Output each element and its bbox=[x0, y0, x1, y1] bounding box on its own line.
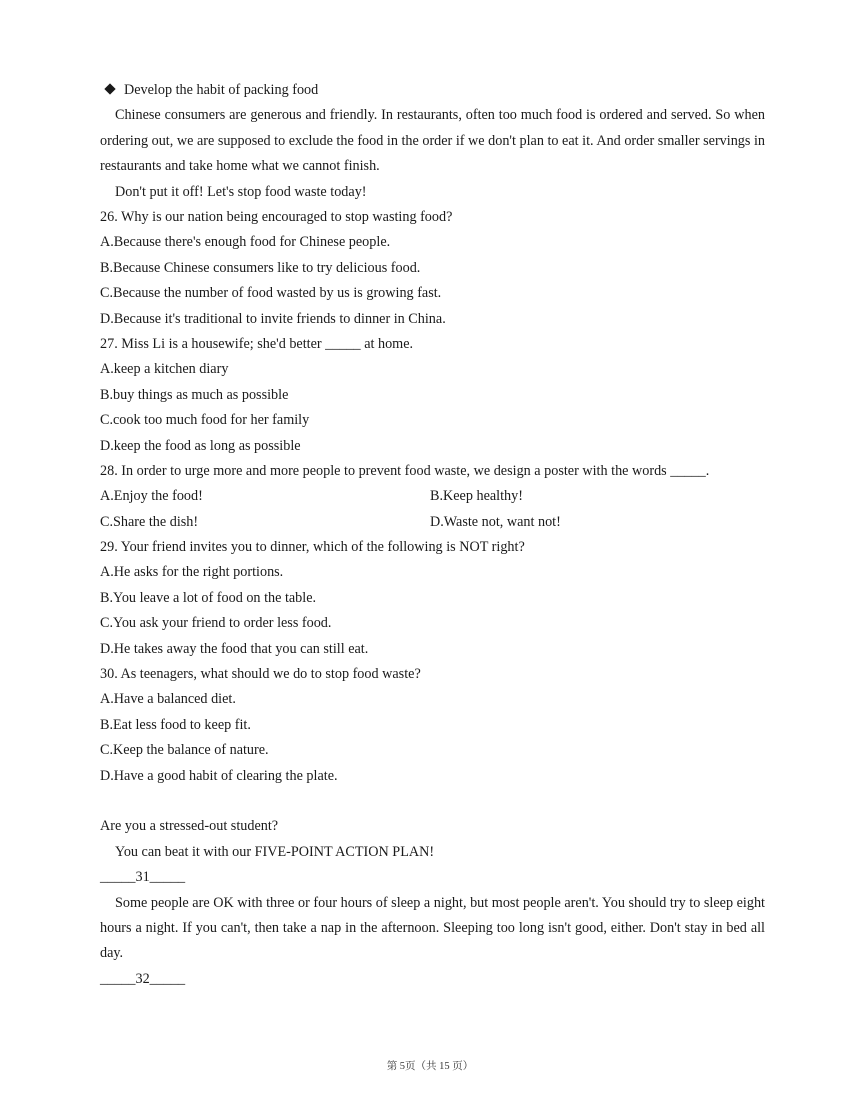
question-29-option-c: C.You ask your friend to order less food. bbox=[100, 615, 332, 632]
document-page bbox=[100, 78, 765, 992]
question-27-option-c: C.cook too much food for her family bbox=[100, 412, 310, 429]
question-26-option-a: A.Because there's enough food for Chinese people. bbox=[100, 234, 391, 251]
question-29-option-d: D.He takes away the food that you can still eat. bbox=[100, 640, 369, 657]
question-26-stem: 26. Why is our nation being encouraged to stop wasting food? bbox=[100, 209, 453, 225]
question-28-option-a: A.Enjoy the food! bbox=[100, 488, 203, 505]
question-28-options-row-1 bbox=[100, 484, 765, 509]
section-heading-text: Develop the habit of packing food bbox=[124, 82, 319, 98]
question-30-option-d: D.Have a good habit of clearing the plate. bbox=[100, 767, 338, 784]
paragraph-sleep: Some people are OK with three or four hours of sleep a night, but most people aren't. You should try to sleep eight hours a night. If you can't, then take a nap in the afternoon. Sleeping too long isn't good, either. Don't stay in bed all day. bbox=[100, 894, 765, 962]
question-26-option-d: D.Because it's traditional to invite friends to dinner in China. bbox=[100, 310, 446, 327]
paragraph-packing-food: Chinese consumers are generous and friendly. In restaurants, often too much food is ordered and served. So when ordering out, we are supposed to exclude the food in the order if we don't plan to eat it. And order smaller servings in restaurants and take home what we cannot finish. bbox=[100, 107, 765, 175]
passage-2-subtitle: You can beat it with our FIVE-POINT ACTION PLAN! bbox=[115, 843, 435, 860]
closing-line: Don't put it off! Let's stop food waste today! bbox=[115, 183, 367, 200]
question-30-stem: 30. As teenagers, what should we do to stop food waste? bbox=[100, 666, 421, 683]
diamond-bullet-icon bbox=[104, 83, 115, 94]
question-28-option-d: D.Waste not, want not! bbox=[430, 513, 561, 530]
question-29-stem: 29. Your friend invites you to dinner, which of the following is NOT right? bbox=[100, 539, 525, 556]
question-30-option-c: C.Keep the balance of nature. bbox=[100, 742, 269, 759]
spacer bbox=[100, 789, 765, 814]
question-27-option-d: D.keep the food as long as possible bbox=[100, 437, 301, 454]
question-28-options-row-2 bbox=[100, 510, 765, 535]
blank-31: _____31_____ bbox=[100, 869, 186, 886]
question-29-option-a: A.He asks for the right portions. bbox=[100, 564, 284, 581]
section-heading bbox=[100, 78, 765, 103]
passage-2-title: Are you a stressed-out student? bbox=[100, 818, 279, 835]
blank-32: _____32_____ bbox=[100, 970, 186, 987]
question-28-option-c: C.Share the dish! bbox=[100, 513, 199, 530]
question-27-option-a: A.keep a kitchen diary bbox=[100, 361, 229, 378]
question-26-option-c: C.Because the number of food wasted by us is growing fast. bbox=[100, 285, 442, 302]
question-29-option-b: B.You leave a lot of food on the table. bbox=[100, 589, 317, 606]
question-30-option-a: A.Have a balanced diet. bbox=[100, 691, 236, 708]
question-28-option-b: B.Keep healthy! bbox=[430, 488, 523, 505]
question-30-option-b: B.Eat less food to keep fit. bbox=[100, 716, 251, 733]
question-26-option-b: B.Because Chinese consumers like to try delicious food. bbox=[100, 259, 421, 276]
question-28-stem: 28. In order to urge more and more people to prevent food waste, we design a poster with the words _____. bbox=[100, 462, 710, 479]
page-footer: 第 5页（共 15 页） bbox=[386, 1061, 474, 1072]
question-27-option-b: B.buy things as much as possible bbox=[100, 386, 289, 403]
question-27-stem: 27. Miss Li is a housewife; she'd better _____ at home. bbox=[100, 335, 414, 352]
